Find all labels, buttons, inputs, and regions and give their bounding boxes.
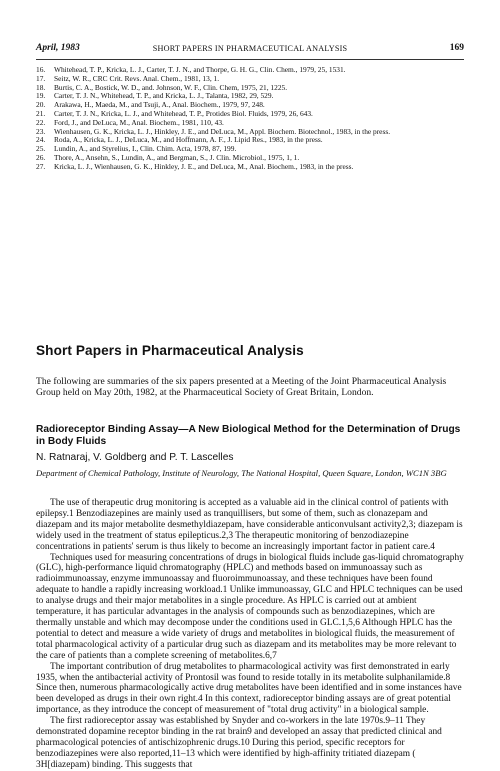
section-intro: The following are summaries of the six papers presented at a Meeting of the Joint Pharmaceutical Analysis Group held on May 20th, 1982, at the Pharmaceutical Society of Great Britain, London. <box>36 376 447 399</box>
reference-text: Burtis, C. A., Bostick, W. D., and. Johnson, W. F., Clin. Chem, 1975, 21, 1225. <box>54 82 288 92</box>
reference-text: Lundin, A., and Styrelius, I., Clin. Chim. Acta, 1978, 87, 199. <box>54 144 237 154</box>
reference-text: Seitz, W. R., CRC Crit. Revs. Anal. Chem., 1981, 13, 1. <box>54 73 220 83</box>
reference-number: 17. <box>36 73 46 83</box>
reference-item <box>36 163 464 172</box>
reference-number: 25. <box>36 144 46 154</box>
reference-number: 18. <box>36 82 46 92</box>
body-paragraph: The important contribution of drug metabolites to pharmacological activity was first demonstrated in early 1935, when the antibacterial activity of Prontosil was found to reside totally in its metabolite sulphanilamide.8 Since then, numerous pharmacologically active drug metabolites have been identified and in some instances have been developed as drugs in their own right.4 In this context, radioreceptor binding assays are of great potential importance, as they introduce the concept of measurement of "total drug activity" in a biological sample. <box>36 661 462 716</box>
header-rule <box>36 59 464 60</box>
reference-number: 26. <box>36 152 46 162</box>
paper-title: Radioreceptor Binding Assay—A New Biological Method for the Determination of Drugs in Body Fluids <box>36 424 461 447</box>
reference-list <box>36 66 464 172</box>
reference-number: 23. <box>36 126 46 136</box>
reference-text: Carter, T. J. N., Kricka, L. J., and Whitehead, T. P., Protides Biol. Fluids, 1979, 26, 643. <box>54 108 313 118</box>
paper-body <box>36 498 464 771</box>
reference-text: Carter, T. J. N., Whitehead, T. P., and Kricka, L. J., Talanta, 1982, 29, 529. <box>54 91 274 101</box>
reference-text: Roda, A., Kricka, L. J., DeLuca, M., and Hoffmann, A. F., J. Lipid Res., 1983, in the press. <box>54 135 323 145</box>
reference-number: 19. <box>36 91 46 101</box>
reference-number: 16. <box>36 65 46 74</box>
paper-authors: N. Ratnaraj, V. Goldberg and P. T. Lascelles <box>36 452 234 463</box>
body-paragraph: Techniques used for measuring concentrations of drugs in biological fluids include gas-liquid chromatography (GLC), high-performance liquid chromatography (HPLC) and methods based on immunoassay such as radioimmunoassay, enzyme immunoassay and fluoroimmunoassay, and these techniques have been found adequate to handle a rapidly increasing workload.1 Unlike immunoassay, GLC and HPLC techniques can be used to analyse drugs and their major metabolites in a single procedure. As HPLC is carried out at ambient temperature, it has particular advantages in the analysis of compounds such as benzodiazepines, which are thermally unstable and which may decompose under the conditions used in GLC.1,5,6 Although HPLC has the potential to detect and measure a wide variety of drugs and metabolites in biological fluids, the measurement of total pharmacological activity of a particular drug such as diazepam and its metabolites may be more relevant to the care of patients than a complete screening of metabolites.6,7 <box>36 552 464 661</box>
running-head-title: SHORT PAPERS IN PHARMACEUTICAL ANALYSIS <box>152 44 348 53</box>
page-number: 169 <box>449 43 464 53</box>
reference-number: 27. <box>36 161 46 171</box>
reference-text: Whitehead, T. P., Kricka, L. J., Carter, T. J. N., and Thorpe, G. H. G., Clin. Chem., 1979, 25, 1531. <box>54 65 346 74</box>
body-paragraph: The first radioreceptor assay was established by Snyder and co-workers in the late 1970s.9–11 They demonstrated dopamine receptor binding in the rat brain9 and developed an assay that predicted clinical and pharmacological potencies of antischizophrenic drugs.10 During this period, specific receptors for benzodiazepines were also reported,11–13 which were identified by high-affinity tritiated diazepam ( 3H[diazepam) binding. This suggests that <box>36 716 442 770</box>
running-head-date: April, 1983 <box>36 43 80 53</box>
section-title: Short Papers in Pharmaceutical Analysis <box>36 343 304 358</box>
reference-text: Wienhausen, G. K., Kricka, L. J., Hinkley, J. E., and DeLuca, M., Appl. Biochem. Biotechnol., 1983, in the press. <box>54 126 391 136</box>
reference-text: Arakawa, H., Maeda, M., and Tsuji, A., Anal. Biochem., 1979, 97, 248. <box>54 100 265 110</box>
reference-text: Kricka, L. J., Wienhausen, G. K., Hinkley, J. E., and DeLuca, M., Anal. Biochem., 1983, in the press. <box>54 161 354 171</box>
paper-affiliation: Department of Chemical Pathology, Institute of Neurology, The National Hospital, Queen Square, London, WC1N 3BG <box>36 468 447 478</box>
reference-number: 24. <box>36 135 46 145</box>
reference-number: 20. <box>36 100 46 110</box>
reference-text: Ford, J., and DeLuca, M., Anal. Biochem., 1981, 110, 43. <box>54 117 224 127</box>
reference-number: 21. <box>36 108 46 118</box>
reference-text: Thore, A., Ansehn, S., Lundin, A., and Bergman, S., J. Clin. Microbiol., 1975, 1, 1. <box>54 152 300 162</box>
reference-number: 22. <box>36 117 46 127</box>
running-head <box>36 43 464 57</box>
body-paragraph: The use of therapeutic drug monitoring is accepted as a valuable aid in the clinical control of patients with epilepsy.1 Benzodiazepines are mainly used as tranquillisers, but some of them, such as clonazepam and diazepam and its major metabolite desmethyldiazepam, have considerable anticonvulsant activity2,3; diazepam is widely used in the treatment of status epilepticus.2,3 The therapeutic monitoring of benzodiazepine concentrations in patients' serum is thus likely to become an increasingly important factor in patient care.4 <box>36 498 463 552</box>
